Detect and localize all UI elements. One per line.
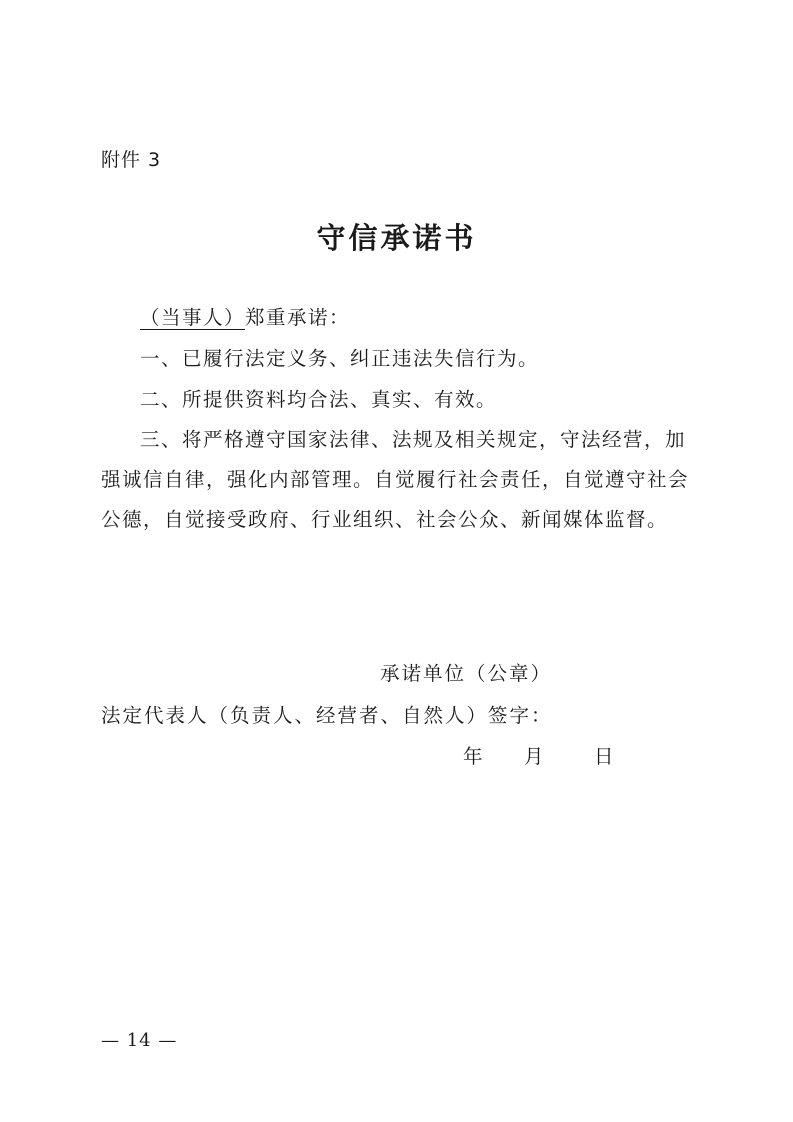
legal-representative-signature-label: 法定代表人（负责人、经营者、自然人）签字： bbox=[101, 704, 553, 727]
date-month-label: 月 bbox=[524, 745, 544, 768]
attachment-label: 附件 3 bbox=[101, 149, 162, 171]
date-day-label: 日 bbox=[594, 745, 614, 768]
page-number: — 14 — bbox=[101, 1030, 178, 1051]
promise-intro: 郑重承诺： bbox=[245, 306, 351, 329]
document-title: 守信承诺书 bbox=[316, 221, 477, 255]
promise-item-1: 一、已履行法定义务、纠正违法失信行为。 bbox=[140, 347, 540, 370]
promise-item-2: 二、所提供资料均合法、真实、有效。 bbox=[140, 388, 498, 411]
date-year-label: 年 bbox=[463, 745, 483, 768]
party-placeholder: （当事人） bbox=[140, 306, 246, 329]
promise-item-3-line-3: 公德，自觉接受政府、行业组织、社会公众、新闻媒体监督。 bbox=[101, 508, 669, 531]
promise-intro-line bbox=[140, 298, 732, 338]
promise-item-3-line-2: 强诚信自律，强化内部管理。自觉履行社会责任，自觉遵守社会 bbox=[101, 468, 690, 491]
org-seal-label: 承诺单位（公章） bbox=[380, 662, 553, 685]
promise-item-3-line-1: 三、将严格遵守国家法律、法规及相关规定，守法经营，加 bbox=[140, 428, 687, 451]
